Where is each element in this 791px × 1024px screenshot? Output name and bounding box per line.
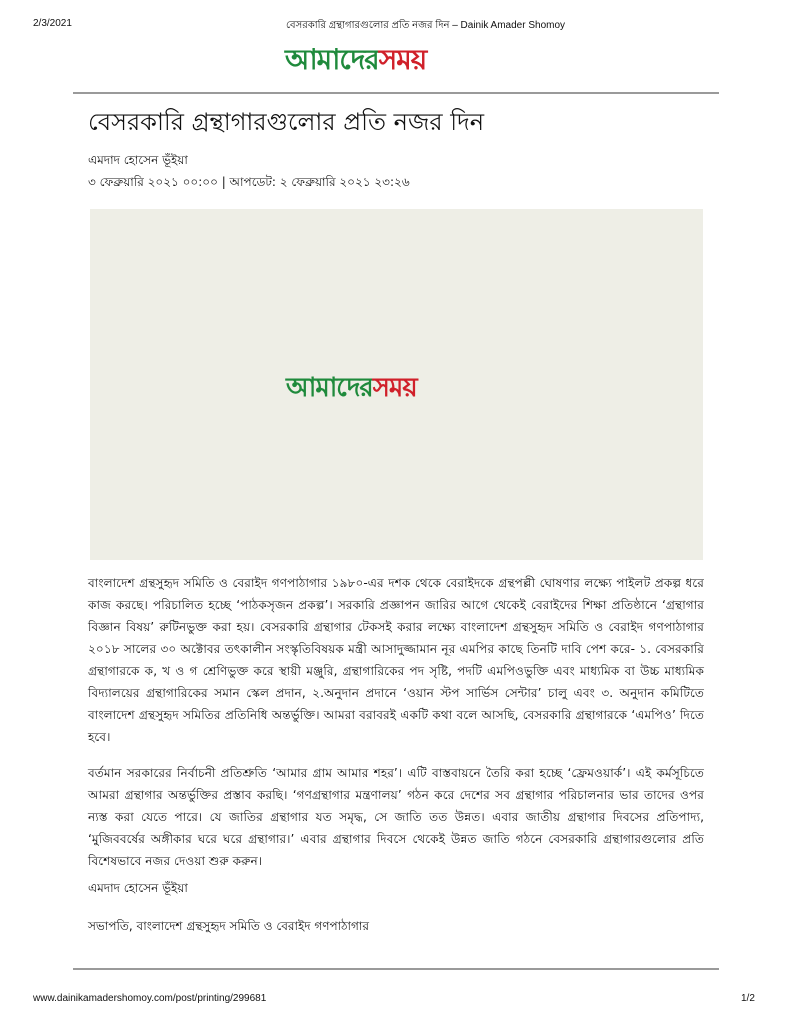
page-number: 1/2 [741,993,755,1004]
site-logo[interactable] [285,38,507,80]
placeholder-logo [286,361,417,411]
signature-name: এমদাদ হোসেন ভূঁইয়া [88,881,188,895]
logo-part-2: সময় [378,43,427,76]
article-image-placeholder [90,209,703,560]
placeholder-logo-part-2: সময় [372,373,417,403]
article-paragraph: বর্তমান সরকারের নির্বাচনী প্রতিশ্রুতি ‘আমার গ্রাম আমার শহর’। এটি বাস্তবায়নে তৈরি করা হচ্ছে ‘ফ্রেমওয়ার্ক’। এই কর্মসূচিতে আমরা গ্রন্থাগার অন্তর্ভুক্তির প্রস্তাব করছি। ‘গণগ্রন্থাগার মন্ত্রণালয়’ গঠন করে দেশের সব গ্রন্থাগার পরিচালনার ভার তাদের ওপর ন্যস্ত করা যেতে পারে। যে জাতির গ্রন্থাগার যত সমৃদ্ধ, সে জাতি তত উন্নত। এবার জাতীয় গ্রন্থাগার দিবসের প্রতিপাদ্য, ‘মুজিববর্ষের অঙ্গীকার ঘরে ঘরে গ্রন্থাগার।’ এবার গ্রন্থাগার দিবসে থেকেই উন্নত জাতি গঠনে বেসরকারি গ্রন্থাগারগুলোর প্রতি বিশেষভাবে নজর দেওয়া শুরু করুন। [88,766,704,868]
header-divider [73,92,719,94]
print-date: 2/3/2021 [33,18,72,29]
placeholder-logo-tagline [286,361,417,367]
print-page-title: বেসরকারি গ্রন্থাগারগুলোর প্রতি নজর দিন – Dainik Amader Shomoy [286,20,566,31]
footer-divider [73,968,719,970]
article-dates: ৩ ফেব্রুয়ারি ২০২১ ০০:০০ | আপডেট: ২ ফেব্রুয়ারি ২০২১ ২৩:২৬ [88,175,410,189]
signature-title: সভাপতি, বাংলাদেশ গ্রন্থসুহৃদ সমিতি ও বেরাইদ গণপাঠাগার [88,919,369,933]
print-url: www.dainikamadershomoy.com/post/printing/299681 [33,993,267,1004]
article-title: বেসরকারি গ্রন্থাগারগুলোর প্রতি নজর দিন [88,108,485,136]
placeholder-logo-part-1: আমাদের [286,373,373,403]
logo-part-1: আমাদের [285,43,379,76]
article-paragraph: বাংলাদেশ গ্রন্থসুহৃদ সমিতি ও বেরাইদ গণপাঠাগার ১৯৮০-এর দশক থেকে বেরাইদকে গ্রন্থপল্লী ঘোষণার লক্ষ্যে পাইলট প্রকল্প ধরে কাজ করছে। পরিচালিত হচ্ছে ‘পাঠকসৃজন প্রকল্প’। সরকারি প্রজ্ঞাপন জারির আগে থেকেই বেরাইদের শিক্ষা প্রতিষ্ঠানে ‘গ্রন্থাগার বিজ্ঞান বিষয়’ রুটিনভুক্ত করা হয়। বেসরকারি গ্রন্থাগার টেকসই করার লক্ষ্যে বাংলাদেশ গ্রন্থসুহৃদ সমিতি ও বেরাইদ গণপাঠাগার ২০১৮ সালের ৩০ অক্টোবর তৎকালীন সংস্কৃতিবিষয়ক মন্ত্রী আসাদুজ্জামান নূর এমপির কাছে তিনটি দাবি পেশ করে- ১. বেসরকারি গ্রন্থাগারকে ক, খ ও গ শ্রেণিভুক্ত করে স্থায়ী মঞ্জুরি, গ্রন্থাগারিকের পদ সৃষ্টি, পদটি এমপিওভুক্তি এবং মাধ্যমিক বা উচ্চ মাধ্যমিক বিদ্যালয়ের গ্রন্থাগারিকের সমান স্কেল প্রদান, ২.অনুদান প্রদানে ‘ওয়ান স্টপ সার্ভিস সেন্টার’ চালু এবং ৩. অনুদান কমিটিতে বাংলাদেশ গ্রন্থসুহৃদ সমিতির প্রতিনিধি অন্তর্ভুক্তি। আমরা বরাবরই একটি কথা বলে আসছি, বেসরকারি গ্রন্থাগারকে ‘এমপিও’ দিতে হবে। [88,576,704,744]
article-author: এমদাদ হোসেন ভূঁইয়া [88,153,188,167]
